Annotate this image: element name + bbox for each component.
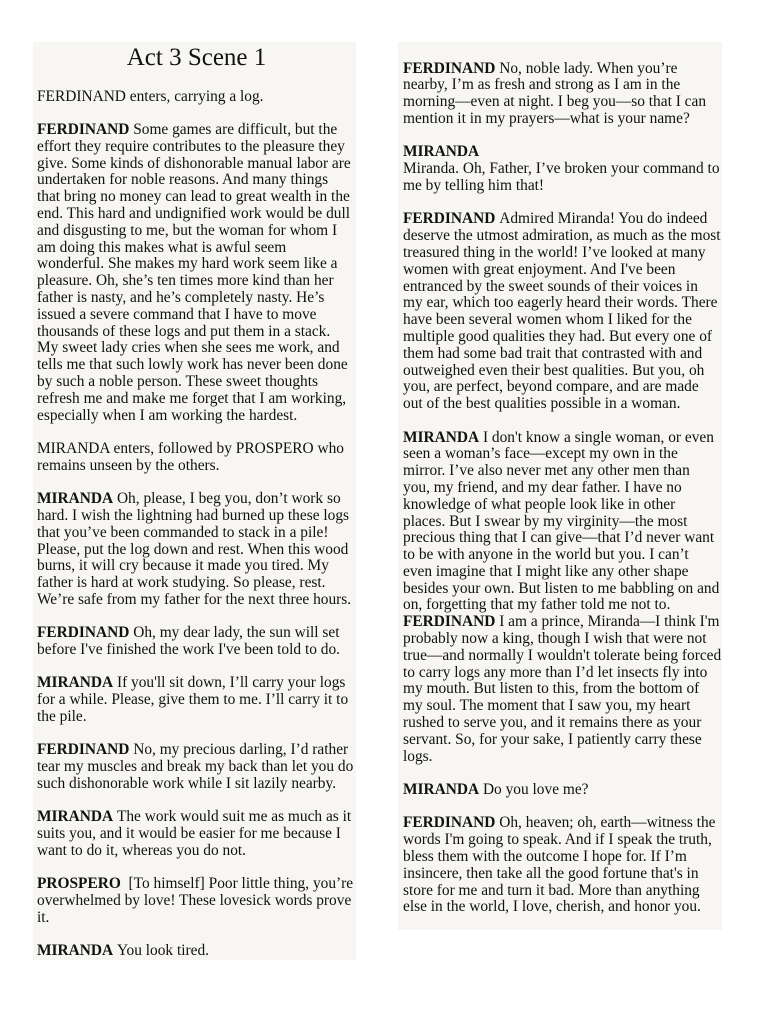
script-line: before I've finished the work I've been told to do. [37, 641, 341, 659]
line-text: Oh, heaven; oh, earth—witness the [499, 814, 716, 832]
script-line: thousands of these logs and put them in a stack. [37, 322, 331, 340]
script-line: treasured thing in the world! I’ve looked at many [403, 243, 706, 261]
speaker-name: FERDINAND [403, 59, 496, 77]
script-line: multiple good qualities they had. But every one of [403, 327, 713, 345]
script-line [403, 430, 722, 447]
script-line [37, 943, 356, 960]
speech [403, 430, 722, 766]
script-line: remains unseen by the others. [37, 456, 220, 474]
script-line: on, forgetting that my father told me not to. [403, 596, 671, 614]
speech [37, 943, 356, 960]
script-line: store for me and turn it bad. More than anything [403, 881, 700, 899]
speech [403, 815, 722, 916]
script-line [403, 61, 722, 78]
speaker-name: MIRANDA [37, 942, 114, 960]
script-line: knowledge of what people look like in other [403, 495, 676, 513]
line-text: The work would suit me as much as it [116, 808, 352, 826]
script-line: nearby, I’m as fresh and strong as I am in the [403, 76, 681, 94]
script-line: the pile. [37, 708, 87, 726]
script-line: rushed to serve you, and it remains there as your [403, 714, 702, 732]
script-line: seen a woman’s face—except my own in the [403, 445, 678, 463]
line-text: Some games are difficult, but the [133, 120, 338, 138]
script-line: logs. [403, 747, 433, 765]
left-column-text [37, 89, 356, 960]
speaker-name: MIRANDA [403, 143, 480, 161]
script-line: am doing this makes what is awful seem [37, 238, 287, 256]
speech [37, 122, 356, 424]
script-line: father is hard at work studying. So please, rest. [37, 574, 326, 592]
script-line: out of the best qualities possible in a woman. [403, 395, 681, 413]
line-text: If you'll sit down, I’ll carry your logs [116, 674, 346, 692]
script-line: my ear, which too eagerly heard their words. There [403, 294, 718, 312]
speaker-name: FERDINAND [37, 624, 130, 642]
speaker-name: FERDINAND [403, 814, 496, 832]
script-line: women with great enjoyment. And I've been [403, 260, 676, 278]
script-line [37, 122, 356, 139]
speaker-name: FERDINAND [403, 613, 496, 631]
script-line: that you’ve been commanded to stack in a pile! [37, 523, 329, 541]
script-line: places. But I swear by my virginity—the most [403, 512, 688, 530]
script-line: end. This hard and undignified work would be dull [37, 204, 351, 222]
speech [403, 144, 722, 194]
script-line: Please, put the log down and rest. When this wood [37, 540, 349, 558]
script-line: them had some bad trait that contrasted with and [403, 344, 703, 362]
script-line: morning—even at night. I beg you—so that I can [403, 93, 707, 111]
script-line: tells me that such lowly work has never been done [37, 356, 348, 374]
line-text: You look tired. [116, 942, 210, 960]
script-line: undertaken for noble reasons. And many things [37, 171, 329, 189]
script-line: especially when I am working the hardest. [37, 406, 298, 424]
speech [403, 782, 722, 799]
speaker-name: FERDINAND [403, 210, 496, 228]
script-line: effort they require contributes to the pleasure they [37, 137, 345, 155]
script-line: burns, it will cry because it made you tired. My [37, 557, 329, 575]
script-line: pleasure. Oh, she’s ten times more kind than her [37, 272, 334, 290]
script-line: deserve the utmost admiration, as much as the most [403, 227, 721, 245]
script-line: give. Some kinds of dishonorable manual labor are [37, 154, 351, 172]
script-line [403, 782, 722, 799]
script-line: servant. So, for your sake, I patiently carry these [403, 730, 702, 748]
speech [37, 809, 356, 859]
script-line: you, are perfect, beyond compare, and are made [403, 378, 699, 396]
script-line: it. [37, 909, 50, 927]
script-line: Miranda. Oh, Father, I’ve broken your command to [403, 160, 720, 178]
script-line: insincere, then take all the good fortune that's in [403, 864, 699, 882]
script-line: refresh me and make me forget that I am working, [37, 389, 347, 407]
line-text: Oh, my dear lady, the sun will set [133, 624, 340, 642]
line-text: Oh, please, I beg you, don’t work so [116, 490, 341, 508]
speaker-name: FERDINAND [37, 741, 130, 759]
script-line: my mouth. But listen to this, from the bottom of [403, 680, 700, 698]
script-line: entranced by the sweet sounds of their voices in [403, 277, 698, 295]
script-line: wonderful. She makes my hard work seem like a [37, 255, 338, 273]
script-line: overwhelmed by love! These lovesick words prove [37, 892, 352, 910]
left-column [33, 42, 356, 960]
script-line: for a while. Please, give them to me. I’ll carry it to [37, 691, 349, 709]
script-line: and disgusting to me, but the woman for whom I [37, 221, 338, 239]
speaker-name: MIRANDA [37, 674, 114, 692]
script-line: have been several women whom I liked for the [403, 311, 692, 329]
line-text: No, my precious darling, I’d rather [133, 741, 349, 759]
script-line: true—and normally I wouldn't tolerate being forced [403, 646, 722, 664]
script-line [37, 742, 356, 759]
scene-title: Act 3 Scene 1 [126, 44, 267, 71]
stage-direction [37, 441, 356, 475]
script-line [37, 876, 356, 893]
script-line: to carry logs any more than I’d let insects fly into [403, 663, 708, 681]
script-line: father is nasty, and he’s completely nasty. He’s [37, 288, 325, 306]
speaker-name: FERDINAND [37, 120, 130, 138]
script-line: We’re safe from my father for the next three hours. [37, 590, 352, 608]
line-text: I don't know a single woman, or even [482, 428, 714, 446]
speech [403, 61, 722, 128]
script-line: outweighed even their best qualities. But you, oh [403, 361, 705, 379]
script-line: suits you, and it would be easier for me because I [37, 825, 341, 843]
script-line [403, 815, 722, 832]
script-line [403, 614, 722, 631]
script-line: you, my friend, and my dear father. I have no [403, 478, 682, 496]
line-text: [To himself] Poor little thing, you’re [124, 875, 354, 893]
script-line: me by telling him that! [403, 176, 545, 194]
speech [37, 876, 356, 926]
script-line [37, 491, 356, 508]
script-line: to be with anyone in the world but you. I can’t [403, 546, 689, 564]
speaker-name: MIRANDA [37, 490, 114, 508]
script-line: probably now a king, though I wish that were not [403, 630, 707, 648]
script-line: hard. I wish the lightning had burned up these logs [37, 506, 350, 524]
script-line: that bring no money can lead to great wealth in the [37, 188, 350, 206]
line-text: I am a prince, Miranda—I think I'm [499, 613, 720, 631]
speaker-name: MIRANDA [403, 781, 480, 799]
script-line: mirror. I’ve also never met any other men than [403, 462, 690, 480]
script-line: precious thing that I can give—that I’d never want [403, 529, 715, 547]
script-line: MIRANDA enters, followed by PROSPERO who [37, 439, 344, 457]
script-line: tear my muscles and break my back than let you do [37, 758, 354, 776]
speaker-name: MIRANDA [37, 808, 114, 826]
script-line [37, 625, 356, 642]
speech [37, 742, 356, 792]
script-line: by such a noble person. These sweet thoughts [37, 372, 318, 390]
script-line [37, 809, 356, 826]
stage-direction [37, 89, 356, 106]
script-line: else in the world, I love, cherish, and honor you. [403, 898, 701, 916]
speech [403, 211, 722, 413]
script-line: bless them with the outcome I hope for. If I’m [403, 848, 687, 866]
speaker-name: MIRANDA [403, 428, 480, 446]
right-column-text [403, 61, 722, 917]
script-line: words I'm going to speak. And if I speak the truth, [403, 831, 712, 849]
speaker-name: PROSPERO [37, 875, 121, 893]
script-line: even imagine that I might like any other shape [403, 562, 689, 580]
script-line: My sweet lady cries when she sees me work, and [37, 339, 340, 357]
script-line: issued a severe command that I have to move [37, 305, 317, 323]
script-line [403, 144, 722, 161]
line-text: Admired Miranda! You do indeed [499, 210, 708, 228]
script-line: mention it in my prayers—what is your name? [403, 109, 690, 127]
speech [37, 491, 356, 609]
script-line: my soul. The moment that I saw you, my heart [403, 697, 691, 715]
script-line [37, 675, 356, 692]
script-line: such dishonorable work while I sit lazily nearby. [37, 775, 337, 793]
right-column [398, 42, 722, 930]
script-line: FERDINAND enters, carrying a log. [37, 87, 264, 105]
line-text: Do you love me? [482, 781, 589, 799]
script-line [403, 211, 722, 228]
script-line: want to do it, whereas you do not. [37, 842, 247, 860]
script-line: besides your own. But listen to me babbling on and [403, 579, 720, 597]
speech [37, 675, 356, 725]
line-text: No, noble lady. When you’re [499, 59, 678, 77]
speech [37, 625, 356, 659]
